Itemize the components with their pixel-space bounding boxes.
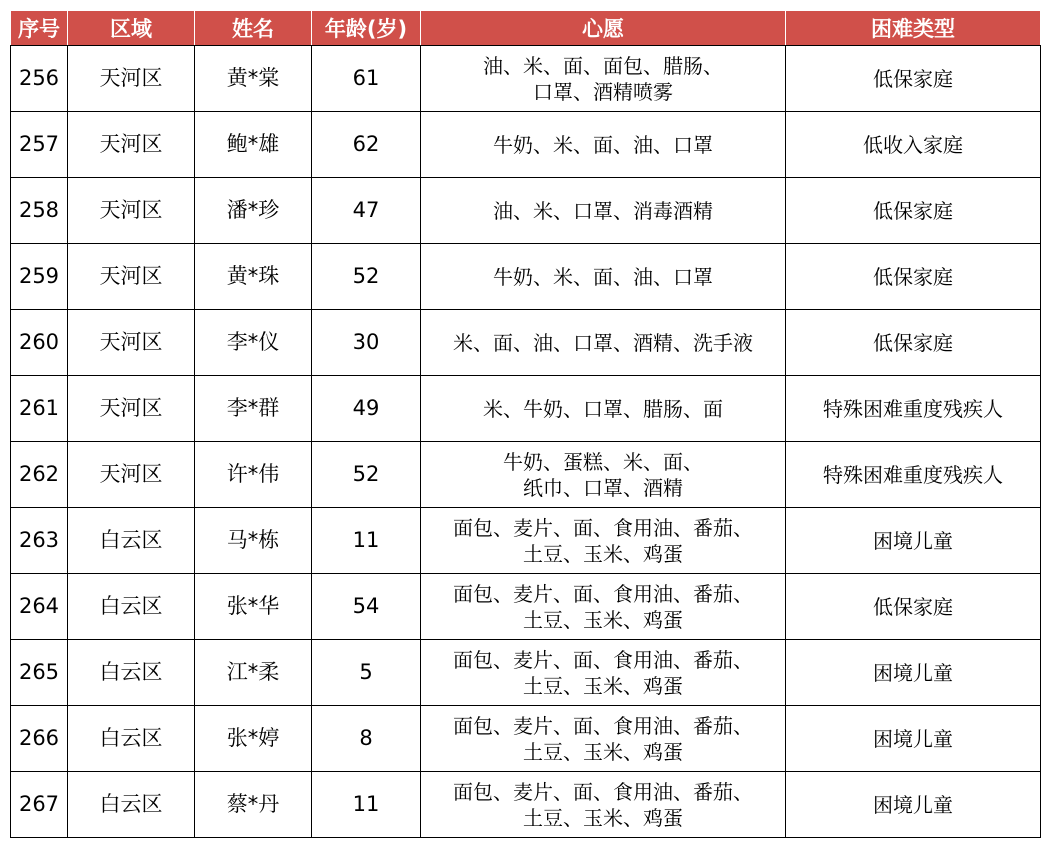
cell-hardship: 困境儿童: [786, 640, 1041, 706]
cell-name: 黄*珠: [195, 244, 312, 310]
cell-age: 52: [312, 442, 421, 508]
wish-list-table-container: [10, 10, 1041, 838]
cell-hardship: 低保家庭: [786, 46, 1041, 112]
cell-hardship: 低保家庭: [786, 310, 1041, 376]
table-header-row: [11, 11, 1041, 46]
cell-district: 天河区: [68, 442, 195, 508]
header-no: 序号: [11, 11, 68, 46]
cell-age: 5: [312, 640, 421, 706]
cell-name: 黄*棠: [195, 46, 312, 112]
cell-district: 天河区: [68, 244, 195, 310]
cell-district: 天河区: [68, 310, 195, 376]
cell-name: 张*婷: [195, 706, 312, 772]
table-row: [11, 376, 1041, 442]
cell-district: 白云区: [68, 508, 195, 574]
cell-name: 李*群: [195, 376, 312, 442]
cell-wish: 面包、麦片、面、食用油、番茄、 土豆、玉米、鸡蛋: [421, 508, 786, 574]
cell-no: 263: [11, 508, 68, 574]
cell-age: 62: [312, 112, 421, 178]
cell-hardship: 特殊困难重度残疾人: [786, 376, 1041, 442]
table-row: [11, 310, 1041, 376]
cell-no: 260: [11, 310, 68, 376]
cell-name: 许*伟: [195, 442, 312, 508]
cell-no: 257: [11, 112, 68, 178]
table-row: [11, 46, 1041, 112]
cell-wish: 油、米、口罩、消毒酒精: [421, 178, 786, 244]
cell-district: 白云区: [68, 640, 195, 706]
cell-wish: 面包、麦片、面、食用油、番茄、 土豆、玉米、鸡蛋: [421, 772, 786, 838]
cell-hardship: 困境儿童: [786, 706, 1041, 772]
cell-district: 天河区: [68, 112, 195, 178]
cell-age: 47: [312, 178, 421, 244]
cell-age: 49: [312, 376, 421, 442]
cell-name: 潘*珍: [195, 178, 312, 244]
table-row: [11, 244, 1041, 310]
table-row: [11, 508, 1041, 574]
cell-no: 258: [11, 178, 68, 244]
cell-no: 267: [11, 772, 68, 838]
cell-wish: 油、米、面、面包、腊肠、 口罩、酒精喷雾: [421, 46, 786, 112]
cell-name: 张*华: [195, 574, 312, 640]
cell-name: 李*仪: [195, 310, 312, 376]
cell-no: 261: [11, 376, 68, 442]
cell-hardship: 低保家庭: [786, 178, 1041, 244]
cell-no: 264: [11, 574, 68, 640]
cell-hardship: 困境儿童: [786, 508, 1041, 574]
cell-age: 30: [312, 310, 421, 376]
cell-age: 11: [312, 772, 421, 838]
cell-district: 天河区: [68, 46, 195, 112]
cell-hardship: 特殊困难重度残疾人: [786, 442, 1041, 508]
table-row: [11, 640, 1041, 706]
cell-district: 白云区: [68, 706, 195, 772]
cell-hardship: 低收入家庭: [786, 112, 1041, 178]
cell-wish: 面包、麦片、面、食用油、番茄、 土豆、玉米、鸡蛋: [421, 640, 786, 706]
cell-no: 259: [11, 244, 68, 310]
table-row: [11, 772, 1041, 838]
table-row: [11, 574, 1041, 640]
cell-wish: 米、牛奶、口罩、腊肠、面: [421, 376, 786, 442]
cell-hardship: 低保家庭: [786, 244, 1041, 310]
cell-wish: 牛奶、蛋糕、米、面、 纸巾、口罩、酒精: [421, 442, 786, 508]
cell-name: 马*栋: [195, 508, 312, 574]
cell-district: 天河区: [68, 376, 195, 442]
cell-name: 江*柔: [195, 640, 312, 706]
cell-no: 262: [11, 442, 68, 508]
cell-name: 蔡*丹: [195, 772, 312, 838]
table-row: [11, 706, 1041, 772]
header-wish: 心愿: [421, 11, 786, 46]
cell-age: 54: [312, 574, 421, 640]
cell-no: 265: [11, 640, 68, 706]
header-name: 姓名: [195, 11, 312, 46]
header-district: 区域: [68, 11, 195, 46]
table-row: [11, 442, 1041, 508]
cell-age: 61: [312, 46, 421, 112]
header-hardship: 困难类型: [786, 11, 1041, 46]
cell-no: 256: [11, 46, 68, 112]
table-row: [11, 112, 1041, 178]
cell-hardship: 困境儿童: [786, 772, 1041, 838]
cell-wish: 面包、麦片、面、食用油、番茄、 土豆、玉米、鸡蛋: [421, 706, 786, 772]
cell-no: 266: [11, 706, 68, 772]
header-age: 年龄(岁): [312, 11, 421, 46]
cell-wish: 米、面、油、口罩、酒精、洗手液: [421, 310, 786, 376]
cell-wish: 牛奶、米、面、油、口罩: [421, 244, 786, 310]
cell-age: 8: [312, 706, 421, 772]
cell-district: 白云区: [68, 772, 195, 838]
cell-age: 11: [312, 508, 421, 574]
cell-age: 52: [312, 244, 421, 310]
cell-wish: 牛奶、米、面、油、口罩: [421, 112, 786, 178]
wish-list-table: [10, 10, 1041, 838]
cell-hardship: 低保家庭: [786, 574, 1041, 640]
cell-name: 鲍*雄: [195, 112, 312, 178]
cell-district: 白云区: [68, 574, 195, 640]
table-row: [11, 178, 1041, 244]
cell-wish: 面包、麦片、面、食用油、番茄、 土豆、玉米、鸡蛋: [421, 574, 786, 640]
cell-district: 天河区: [68, 178, 195, 244]
